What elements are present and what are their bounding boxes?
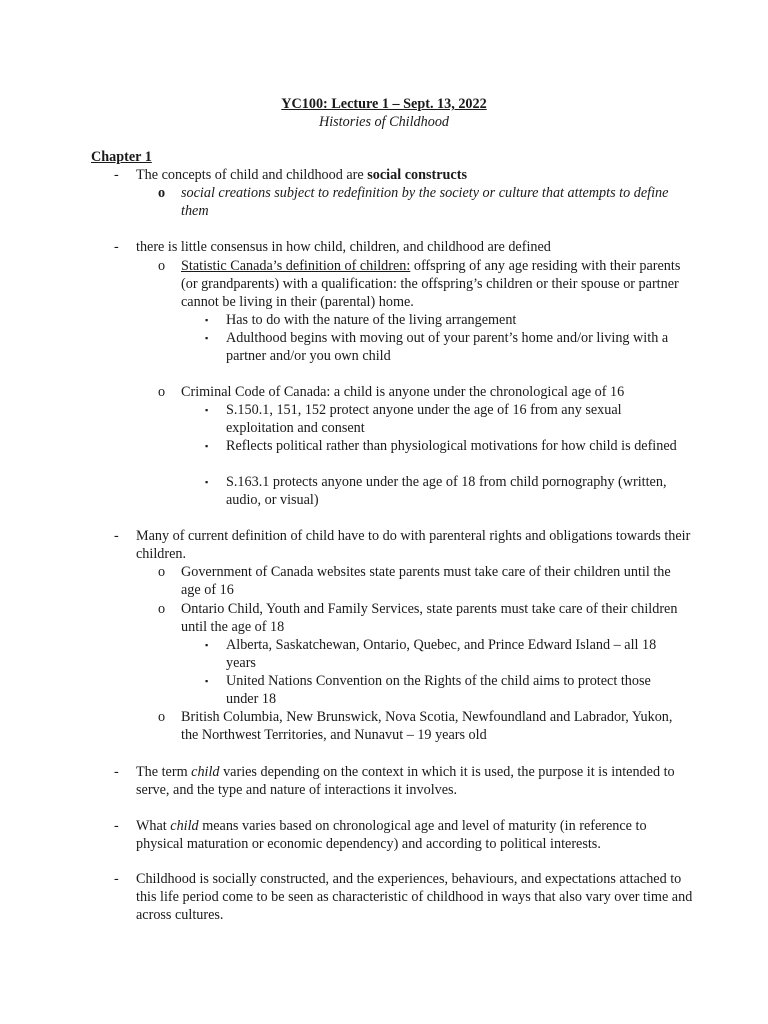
circle-marker: o xyxy=(158,601,166,617)
bullet-government-canada: o Government of Canada websites state parents must take care of their children until the age of 16 xyxy=(158,564,671,598)
bullet-living-arrangement: ▪ Has to do with the nature of the living arrangement xyxy=(205,312,517,328)
dash-marker: - xyxy=(114,764,119,780)
square-marker: ▪ xyxy=(205,640,209,650)
circle-marker: o xyxy=(158,185,166,201)
bullet-political-motivations: ▪ Reflects political rather than physiological motivations for how child is defined xyxy=(205,438,677,454)
square-marker: ▪ xyxy=(205,333,209,343)
lecture-subtitle: Histories of Childhood xyxy=(318,114,450,130)
bullet-little-consensus: - there is little consensus in how child, children, and childhood are defined xyxy=(114,239,551,255)
bullet-term-child: - The term child varies depending on the context in which it is used, the purpose it is intended to serve, and the type and nature of interactions it involves. xyxy=(114,764,675,798)
bullet-adulthood-begins: ▪ Adulthood begins with moving out of your parent’s home and/or living with a partner and/or you own child xyxy=(205,330,669,364)
bullet-ontario-services: o Ontario Child, Youth and Family Services, state parents must take care of their children until the age of 18 xyxy=(158,601,678,635)
square-marker: ▪ xyxy=(205,315,209,325)
square-marker: ▪ xyxy=(205,441,209,451)
lecture-title: YC100: Lecture 1 – Sept. 13, 2022 xyxy=(281,96,487,112)
bullet-s150: ▪ S.150.1, 151, 152 protect anyone under the age of 16 from any sexual exploitation and consent xyxy=(205,402,622,436)
bullet-social-creations: o social creations subject to redefinition by the society or culture that attempts to define them xyxy=(158,185,669,219)
circle-marker: o xyxy=(158,564,166,580)
square-marker: ▪ xyxy=(205,477,209,487)
bullet-what-child-means: - What child means varies based on chronological age and level of maturity (in reference to physical maturation or economic dependency) and according to political interests. xyxy=(114,818,647,852)
square-marker: ▪ xyxy=(205,676,209,686)
dash-marker: - xyxy=(114,871,119,887)
bullet-provinces-19: o British Columbia, New Brunswick, Nova Scotia, Newfoundland and Labrador, Yukon, the Northwest Territories, and Nunavut – 19 years old xyxy=(158,709,673,743)
bullet-criminal-code: o Criminal Code of Canada: a child is anyone under the chronological age of 16 xyxy=(158,384,625,400)
bullet-provinces-18: ▪ Alberta, Saskatchewan, Ontario, Quebec, and Prince Edward Island – all 18 years xyxy=(205,637,657,671)
chapter-heading: Chapter 1 xyxy=(91,149,152,165)
dash-marker: - xyxy=(114,167,119,183)
dash-marker: - xyxy=(114,528,119,544)
bullet-un-convention: ▪ United Nations Convention on the Rights of the child aims to protect those under 18 xyxy=(205,673,651,707)
circle-marker: o xyxy=(158,258,166,274)
bullet-s163: ▪ S.163.1 protects anyone under the age of 18 from child pornography (written, audio, or visual) xyxy=(205,474,667,508)
circle-marker: o xyxy=(158,709,166,725)
dash-marker: - xyxy=(114,239,119,255)
bullet-childhood-constructed: - Childhood is socially constructed, and the experiences, behaviours, and expectations attached to this life period come to be seen as characteristic of childhood in ways that also vary over time and across cultures. xyxy=(114,871,693,923)
bullet-social-constructs: - The concepts of child and childhood are social constructs xyxy=(114,167,467,183)
dash-marker: - xyxy=(114,818,119,834)
circle-marker: o xyxy=(158,384,166,400)
bullet-statcan-definition: o Statistic Canada’s definition of children: offspring of any age residing with their parents (or grandparents) with a qualification: the offspring’s children or their spouse or partner cannot be living in their (parental) home. xyxy=(158,258,681,310)
square-marker: ▪ xyxy=(205,405,209,415)
bullet-parental-rights: - Many of current definition of child have to do with parenteral rights and obligations towards their children. xyxy=(114,528,691,562)
